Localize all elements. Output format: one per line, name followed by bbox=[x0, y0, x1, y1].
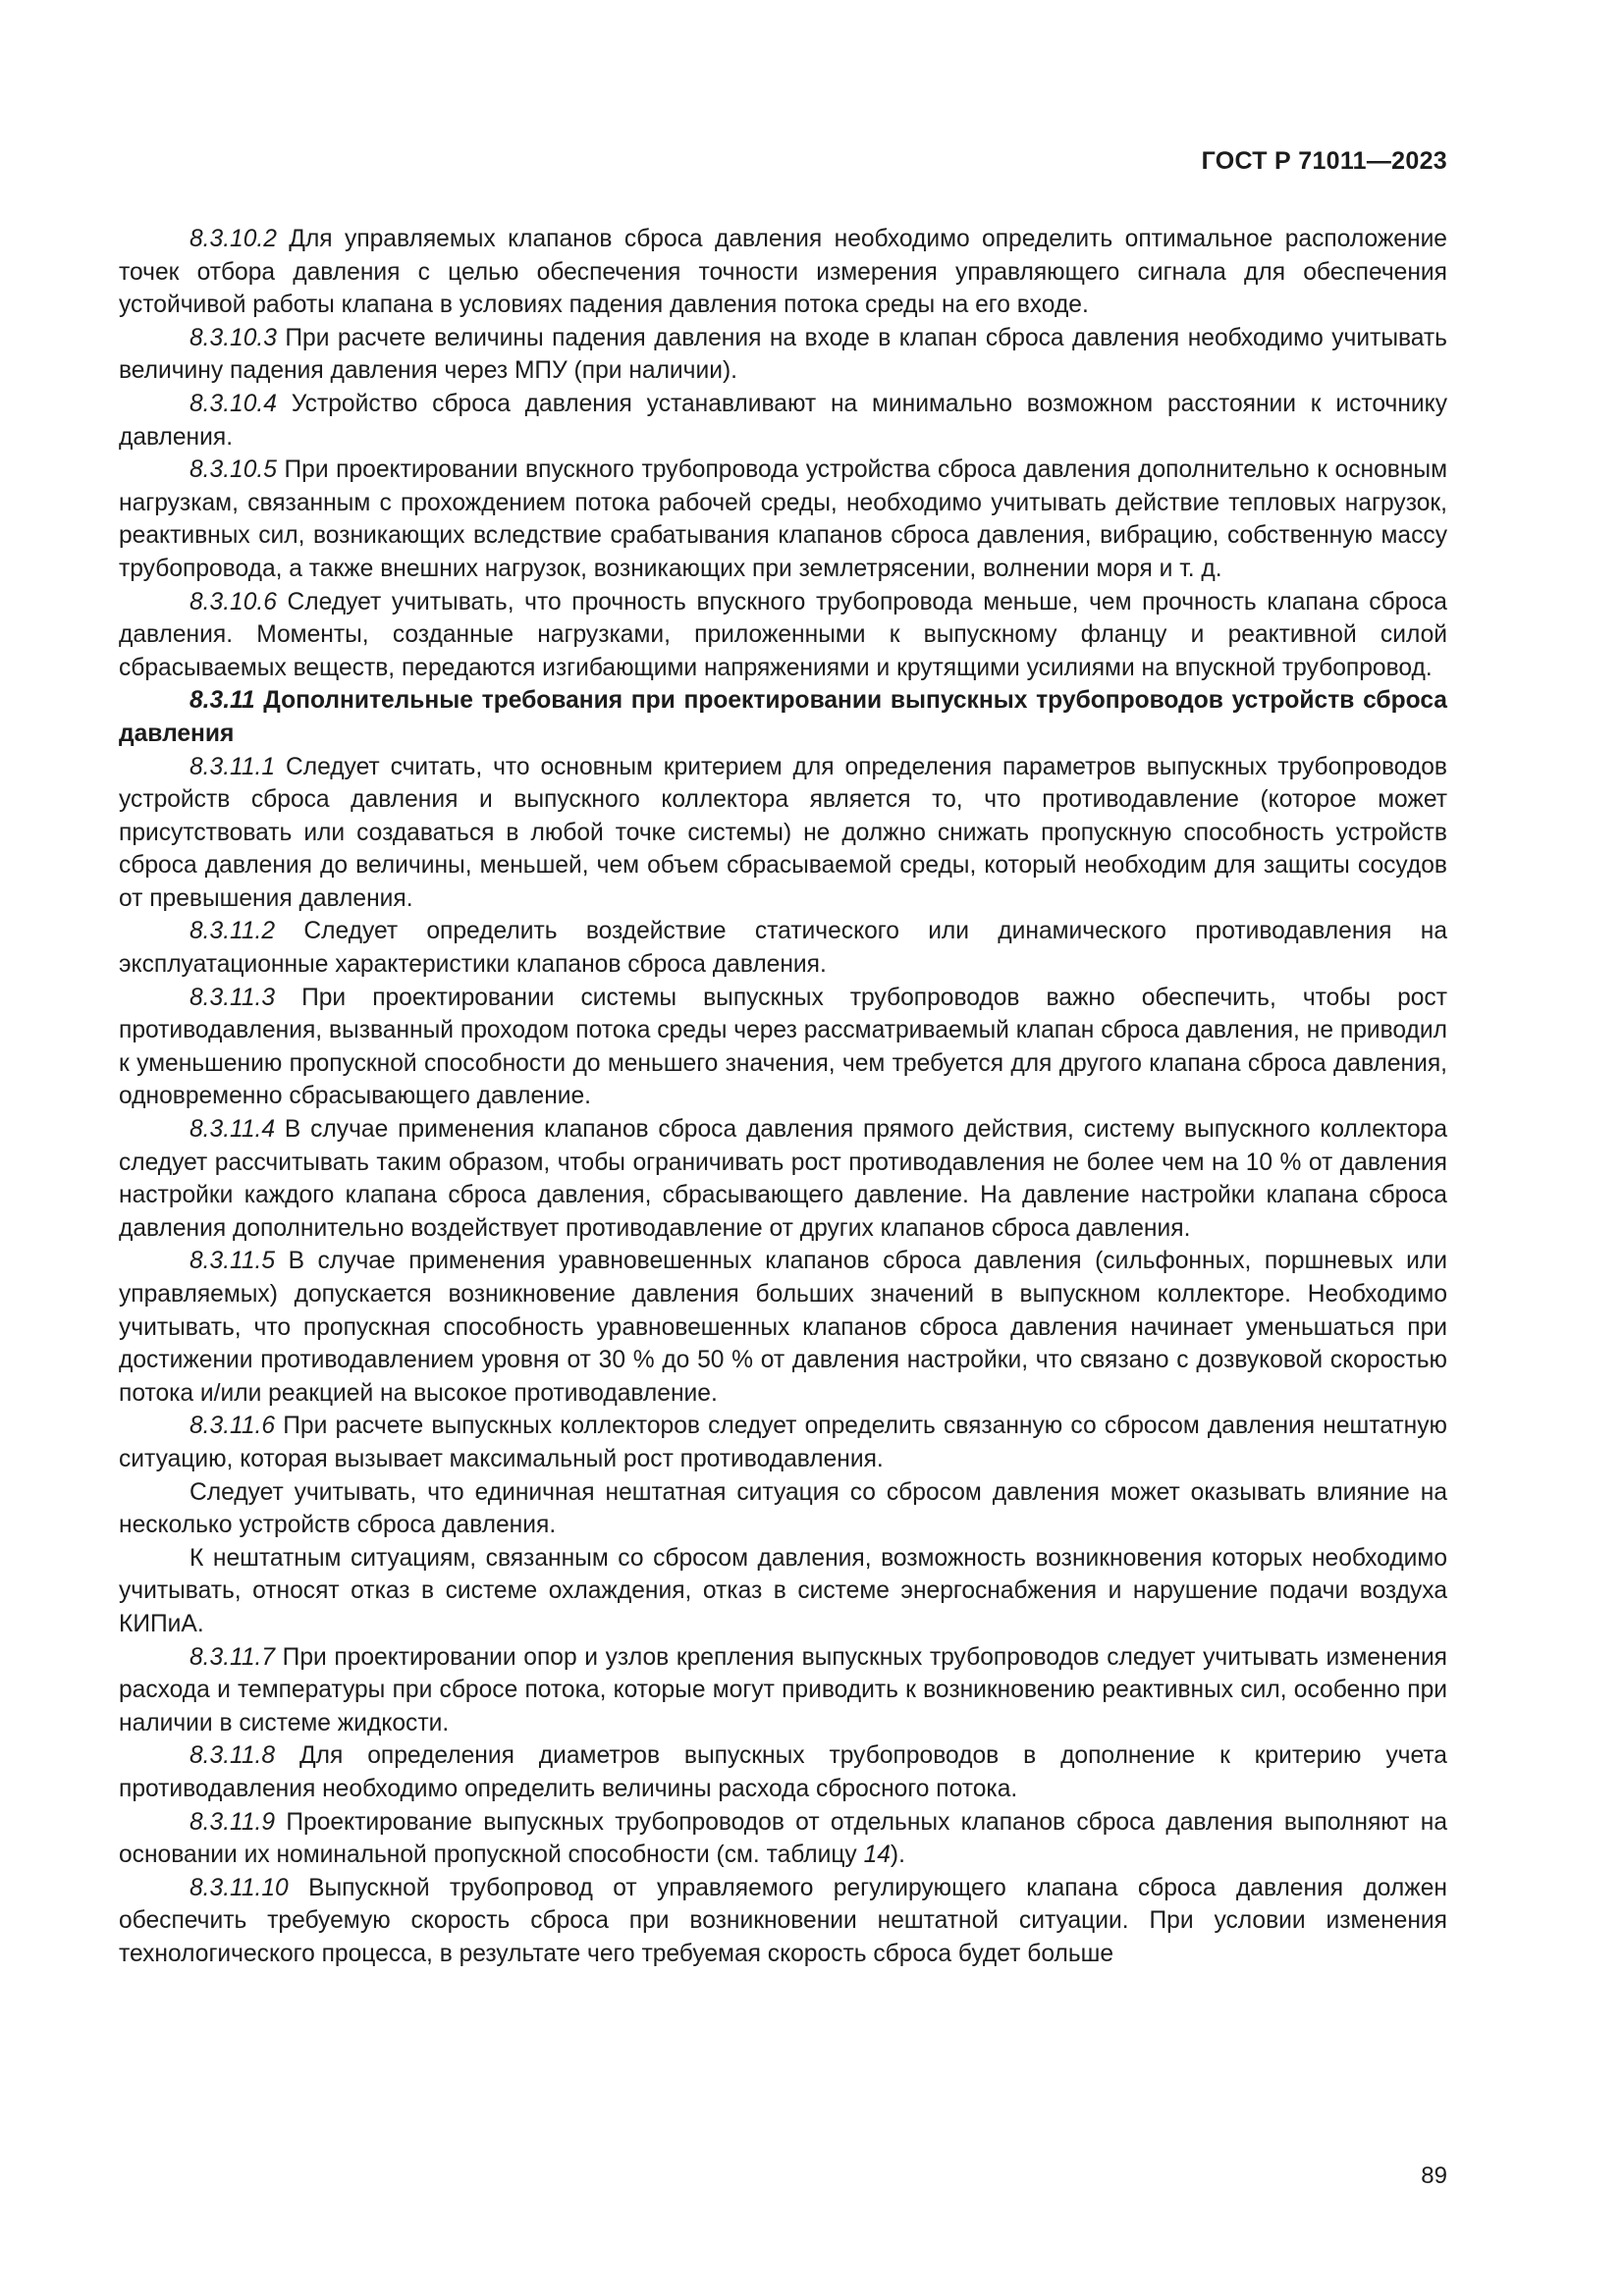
clause-number: 8.3.11.1 bbox=[189, 753, 276, 780]
paragraph-text: Устройство сброса давления устанавливают на минимально возможном расстоянии к источнику давления. bbox=[119, 390, 1447, 451]
paragraph-text: В случае применения уравновешенных клапанов сброса давления (сильфонных, поршневых или управляемых) допускается возникновение давления больших значений в выпускном коллекторе. Необходимо учитывать, что пропускная способность уравновешенных клапанов сброса давления начинает уменьшаться при достижении противодавлением уровня от 30 % до 50 % от давления настройки, что связано с дозвуковой скоростью потока и/или реакцией на высокое противодавление. bbox=[119, 1248, 1447, 1407]
section-heading bbox=[119, 684, 1447, 750]
clause-number: 8.3.11.3 bbox=[189, 984, 276, 1011]
paragraph bbox=[119, 1542, 1447, 1641]
clause-number: 8.3.11.2 bbox=[189, 918, 276, 945]
section-heading-text: Дополнительные требования при проектировании выпускных трубопроводов устройств сброса давления bbox=[119, 687, 1447, 747]
paragraph-text: При проектировании опор и узлов крепления выпускных трубопроводов следует учитывать изменения расхода и температуры при сбросе потока, которые могут приводить к возникновению реактивных сил, особенно при наличии в системе жидкости. bbox=[119, 1643, 1447, 1736]
paragraph-text: При расчете выпускных коллекторов следует определить связанную со сбросом давления нештатную ситуацию, которая вызывает максимальный рост противодавления. bbox=[119, 1413, 1447, 1472]
clause-number: 8.3.10.4 bbox=[189, 390, 277, 417]
document-body bbox=[119, 223, 1447, 1970]
clause-number: 8.3.11.10 bbox=[189, 1874, 289, 1901]
document-code: ГОСТ Р 71011—2023 bbox=[1201, 147, 1447, 175]
paragraph-text: Для управляемых клапанов сброса давления необходимо определить оптимальное расположение точек отбора давления с целью обеспечения точности измерения управляющего сигнала для обеспечения устойчивой работы клапана в условиях падения давления потока среды на его входе. bbox=[119, 226, 1447, 319]
paragraph bbox=[119, 1113, 1447, 1245]
paragraph-text: В случае применения клапанов сброса давления прямого действия, систему выпускного коллектора следует рассчитывать таким образом, чтобы ограничивать рост противодавления не более чем на 10 % от давления настройки каждого клапана сброса давления, сбрасывающего давление. На давление настройки клапана сброса давления дополнительно воздействует противодавление от других клапанов сброса давления. bbox=[119, 1116, 1447, 1242]
clause-number: 8.3.10.2 bbox=[189, 226, 277, 252]
paragraph bbox=[119, 1245, 1447, 1410]
paragraph-text: Выпускной трубопровод от управляемого регулирующего клапана сброса давления должен обеспечить требуемую скорость сброса при возникновении нештатной ситуации. При условии изменения технологического процесса, в результате чего требуемая скорость сброса будет больше bbox=[119, 1874, 1447, 1967]
paragraph bbox=[119, 454, 1447, 585]
paragraph-text: Следует определить воздействие статического или динамического противодавления на эксплуатационные характеристики клапанов сброса давления. bbox=[119, 918, 1447, 979]
paragraph-text: Для определения диаметров выпускных трубопроводов в дополнение к критерию учета противодавления необходимо определить величины расхода сбросного потока. bbox=[119, 1742, 1447, 1802]
clause-number: 8.3.11.6 bbox=[189, 1413, 276, 1440]
paragraph bbox=[119, 915, 1447, 981]
clause-number: 8.3.11.7 bbox=[189, 1643, 276, 1671]
paragraph bbox=[119, 388, 1447, 454]
paragraph bbox=[119, 1739, 1447, 1805]
paragraph-text-tail: ). bbox=[890, 1842, 905, 1869]
paragraph bbox=[119, 1872, 1447, 1971]
paragraph bbox=[119, 322, 1447, 388]
clause-number: 8.3.10.3 bbox=[189, 324, 277, 351]
paragraph-text: Следует учитывать, что прочность впускного трубопровода меньше, чем прочность клапана сброса давления. Моменты, созданные нагрузками, приложенными к выпускному фланцу и реактивной силой сбрасываемых веществ, передаются изгибающими напряжениями и крутящими усилиями на впускной трубопровод. bbox=[119, 588, 1447, 681]
clause-number: 8.3.10.6 bbox=[189, 588, 277, 615]
clause-number: 8.3.10.5 bbox=[189, 456, 277, 484]
paragraph-text: Проектирование выпускных трубопроводов от отдельных клапанов сброса давления выполняют на основании их номинальной пропускной способности (см. таблицу bbox=[119, 1808, 1447, 1869]
paragraph-text: К нештатным ситуациям, связанным со сбросом давления, возможность возникновения которых необходимо учитывать, относят отказ в системе охлаждения, отказ в системе энергоснабжения и нарушение подачи воздуха КИПиА. bbox=[119, 1544, 1447, 1637]
clause-number: 8.3.11.8 bbox=[189, 1742, 276, 1770]
table-reference: 14 bbox=[863, 1842, 891, 1869]
paragraph-text: При проектировании системы выпускных трубопроводов важно обеспечить, чтобы рост противодавления, вызванный проходом потока среды через рассматриваемый клапан сброса давления, не приводил к уменьшению пропускной способности до меньшего значения, чем требуется для другого клапана сброса давления, одновременно сбрасывающего давление. bbox=[119, 984, 1447, 1110]
clause-number: 8.3.11.9 bbox=[189, 1808, 276, 1836]
paragraph-text: При проектировании впускного трубопровода устройства сброса давления дополнительно к основным нагрузкам, связанным с прохождением потока рабочей среды, необходимо учитывать действие тепловых нагрузок, реактивных сил, возникающих вследствие срабатывания клапанов сброса давления, вибрацию, собственную массу трубопровода, а также внешних нагрузок, возникающих при землетрясении, волнении моря и т. д. bbox=[119, 456, 1447, 582]
clause-number: 8.3.11 bbox=[189, 687, 255, 715]
paragraph-text: Следует учитывать, что единичная нештатная ситуация со сбросом давления может оказывать влияние на несколько устройств сброса давления. bbox=[119, 1478, 1447, 1539]
paragraph bbox=[119, 1476, 1447, 1542]
paragraph-text: При расчете величины падения давления на входе в клапан сброса давления необходимо учитывать величину падения давления через МПУ (при наличии). bbox=[119, 324, 1447, 385]
paragraph bbox=[119, 1410, 1447, 1475]
paragraph bbox=[119, 982, 1447, 1113]
clause-number: 8.3.11.5 bbox=[189, 1248, 276, 1275]
paragraph-text: Следует считать, что основным критерием для определения параметров выпускных трубопроводов устройств сброса давления и выпускного коллектора является то, что противодавление (которое может присутствовать или создаваться в любой точке системы) не должно снижать пропускную способность устройств сброса давления до величины, меньшей, чем объем сбрасываемой среды, который необходим для защиты сосудов от превышения давления. bbox=[119, 753, 1447, 912]
paragraph bbox=[119, 1641, 1447, 1740]
paragraph bbox=[119, 223, 1447, 322]
paragraph bbox=[119, 751, 1447, 916]
paragraph bbox=[119, 586, 1447, 685]
clause-number: 8.3.11.4 bbox=[189, 1116, 276, 1144]
paragraph bbox=[119, 1806, 1447, 1872]
page-number: 89 bbox=[1421, 2163, 1447, 2189]
